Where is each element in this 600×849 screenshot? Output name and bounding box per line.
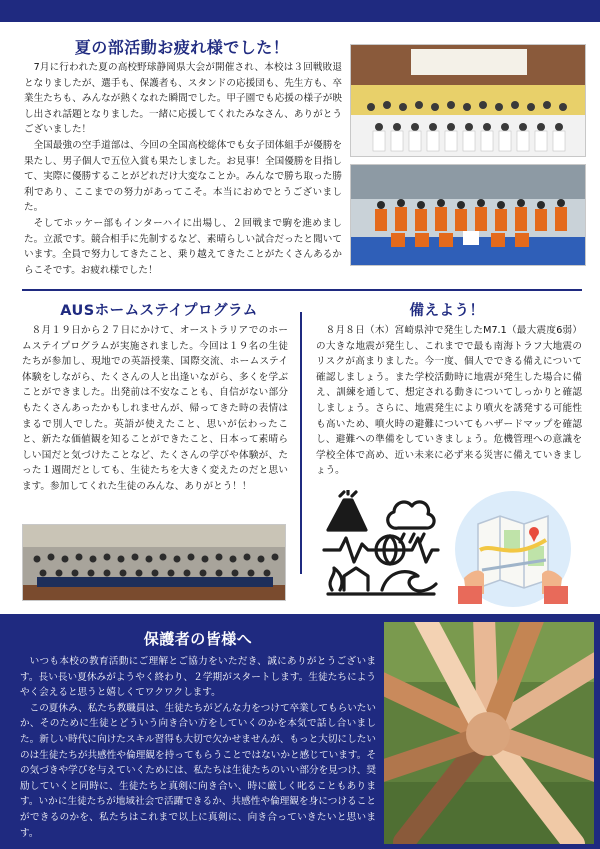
disaster-icons-illustration [322, 490, 440, 600]
homestay-paragraph: ８月１９日から２７日にかけて、オーストラリアでのホームステイプログラムが実施されました。今回は１９名の生徒たちが参加し、現地での英語授業、国際交流、ホームステイ体験をしながら、たくさんの人と出逢いながら、多くを学ぶことができました。出発前は不安なことも、自信がない部分もたくさんあったかもしれませんが、帰ってきた時の表情はまるで別人でした。英語が使えたこと、思いが伝わったこと、新たな価値観を知ることができたこと、日本って素晴らしい国だと気づけたことなど、たくさんの学びや体験が、たった１週間だとしても、生徒たちを大きく変えたのだと思います。参加してくれた生徒のみんな、ありがとう！！ [22, 325, 288, 492]
hockey-team-photo-image [351, 165, 586, 266]
hockey-team-photo [350, 164, 586, 266]
karate-team-photo-image [351, 45, 586, 157]
section-divider [22, 289, 582, 291]
hands-together-photo [384, 622, 594, 844]
disaster-paragraph: ８月８日（木）宮崎県沖で発生したM7.1（最大震度6弱）の大きな地震が発生し、これまでで最も南海トラフ大地震のリスクが高まりました。今一度、個人でできる備えについて確認しましょう。また学校活動時に地震が発生した場合に備え、訓練を通して、想定される動きについてしっかりと確認しましょう。さらに、地震発生により噴火を誘発する可能性も高いため、噴火時の避難についてもハザードマップを確認し、避難への準備をしていきましょう。危機管理への意識を学校全体で高め、近い未来に必ず来る災害に備えていきましょう。 [316, 325, 582, 477]
disaster-section-body [316, 323, 582, 479]
top-header-bar [0, 0, 600, 22]
homestay-group-photo [22, 524, 286, 601]
parents-message-panel [0, 614, 600, 849]
homestay-section-body [22, 323, 288, 495]
sports-section-body [24, 60, 342, 278]
sports-section-title: 夏の部活動お疲れ様でした！ [74, 38, 290, 57]
column-divider [300, 312, 302, 574]
hazard-map-illustration [454, 490, 572, 608]
homestay-group-photo-image [23, 525, 286, 601]
hands-together-photo-image [384, 622, 594, 844]
parents-section-body [20, 654, 376, 841]
sports-paragraph-karate: 全国最強の空手道部は、今回の全国高校総体でも女子団体組手が優勝を果たし、男子個人で五位入賞も果たしました。お見事！全国優勝を目指して、実際に優勝することがどれだけ大変なことか。みんなで勝ち取った勝利であり、ここまでの努力があってこそ。本当におめでとうございました。 [24, 139, 342, 214]
parents-paragraph-greeting: いつも本校の教育活動にご理解とご協力をいただき、誠にありがとうございます。長い長い夏休みがようやく終わり、２学期がスタートします。生徒たちにようやく会えると思うと嬉しくてワクワクします。 [20, 656, 376, 699]
parents-paragraph-reflection: この夏休み、私たち教職員は、生徒たちがどんな力をつけて卒業してもらいたいか、そのために生徒とどういう向き合い方をしていくのかを本気で話し合いました。新しい時代に向けたスキル習得も大切で欠かせませんが、もっと大切にしたいのは生徒たちが共感性や倫理観を持ってもらうことではないかと感じています。その気づきや学びを与えていくためには、私たちは生徒たちのいい部分を見つけ、奨励していくと同時に、生徒たちと真剣に向き合い、時に厳しく叱ることもあります。いかに生徒たちが地域社会で活躍できるか、共感性や倫理観を身につけることができるのかを、私たちはこれまで以上に真剣に、向き合っていきたいと思います。 [20, 702, 376, 839]
sports-paragraph-hockey: そしてホッケー部もインターハイに出場し、２回戦まで駒を進めました。立派です。競合相手に先制するなど、素晴らしい試合だったと聞いています。全員で努力してきたこと、乗り越えてきたことがたくさんあるからこそです。お疲れ様でした！ [24, 217, 342, 276]
natural-disaster-icon [322, 490, 440, 600]
hazard-map-icon [454, 490, 572, 608]
sports-paragraph-baseball: 7月に行われた夏の高校野球静岡県大会が開催され、本校は３回戦敗退となりましたが、選手も、保護者も、スタンドの応援団も、先生方も、卒業生たちも、みんなが熱くなれた瞬間でした。甲子園でも応援の様子が映し出され話題となりました。一緒に応援してくれたみなさん、ありがとうございました！ [24, 62, 342, 136]
parents-section-title: 保護者の皆様へ [143, 630, 253, 648]
karate-team-photo [350, 44, 586, 157]
homestay-section-title: AUSホームステイプログラム [60, 303, 258, 319]
disaster-section-title: 備えよう！ [409, 303, 485, 319]
